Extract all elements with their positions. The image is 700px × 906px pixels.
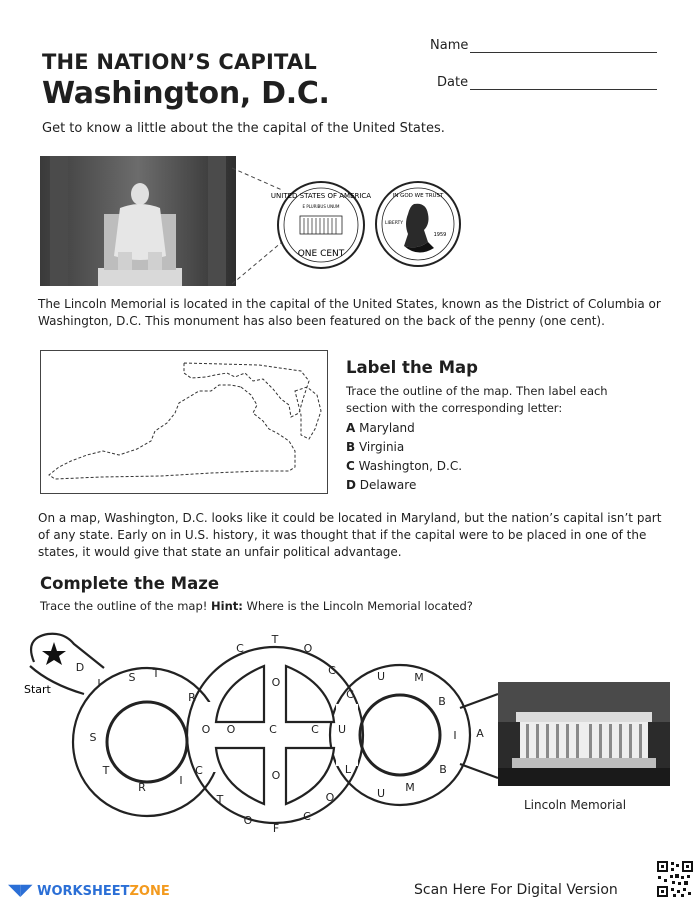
eyebrow-title: THE NATION’S CAPITAL (42, 50, 317, 74)
svg-text:T: T (271, 633, 279, 646)
svg-text:S: S (89, 731, 97, 744)
brand-name: WORKSHEET (37, 884, 130, 899)
svg-text:C: C (195, 764, 203, 777)
qr-code-icon[interactable] (656, 860, 694, 898)
memorial-caption: Lincoln Memorial (524, 798, 627, 812)
label-map-heading: Label the Map (346, 358, 478, 377)
map-outline-box[interactable] (40, 350, 328, 494)
svg-text:O: O (271, 769, 281, 782)
penny-back-illustration (270, 180, 372, 274)
svg-text:O: O (226, 723, 236, 736)
svg-text:C: C (303, 810, 311, 823)
svg-text:B: B (439, 763, 447, 776)
penny-front-motto: IN GOD WE TRUST (392, 193, 444, 199)
penny-front-illustration (374, 180, 462, 272)
svg-text:C: C (311, 723, 319, 736)
penny-liberty-text: LIBERTY (384, 221, 404, 226)
brand-name-accent: ZONE (129, 884, 170, 899)
memorial-paragraph: The Lincoln Memorial is located in the capital of the United States, known as the District of Columbia or Washington, D.C. This monument has also been featured on the back of the penny (one cent). (38, 297, 661, 328)
svg-text:S: S (128, 671, 136, 684)
map-instructions: Trace the outline of the map. Then label each section with the corresponding letter: (346, 384, 608, 415)
brand-mark-icon: ◥◤ (8, 880, 33, 899)
svg-text:M: M (414, 671, 424, 684)
svg-text:I: I (97, 677, 101, 690)
penny-back-top-text: UNITED STATES OF AMERICA (270, 192, 372, 200)
svg-text:M: M (405, 781, 415, 794)
svg-text:B: B (438, 695, 446, 708)
svg-text:I: I (179, 774, 183, 787)
svg-text:U: U (337, 723, 347, 736)
svg-text:C: C (236, 642, 244, 655)
map-legend (346, 419, 462, 495)
svg-text:L: L (344, 763, 352, 776)
svg-text:T: T (102, 764, 110, 777)
map-paragraph: On a map, Washington, D.C. looks like it could be located in Maryland, but the nation’s capital isn’t part of any state. Early on in U.S. history, it was thought that if the capital were to be placed in one of the states, it would give that state an unfair political advantage. (38, 511, 662, 559)
svg-text:C: C (346, 688, 354, 701)
legend-item-c: C Washington, D.C. (346, 459, 463, 473)
svg-text:R: R (138, 781, 146, 794)
svg-text:I: I (453, 729, 457, 742)
start-star-icon (42, 642, 66, 665)
scan-text: Scan Here For Digital Version (414, 882, 618, 898)
date-label: Date (437, 75, 469, 90)
lincoln-memorial-photo (498, 682, 670, 786)
svg-text:O: O (325, 791, 335, 804)
svg-text:R: R (188, 691, 196, 704)
date-field[interactable] (470, 89, 657, 90)
svg-text:U: U (376, 670, 386, 683)
svg-text:O: O (201, 723, 211, 736)
name-field[interactable] (470, 52, 657, 53)
start-label: Start (24, 683, 51, 696)
penny-year-text: 1959 (433, 232, 447, 238)
svg-text:F: F (272, 822, 280, 835)
lincoln-statue-photo (40, 156, 236, 286)
maze-letters (76, 633, 484, 835)
legend-item-d: D Delaware (346, 478, 417, 492)
svg-text:C: C (328, 664, 336, 677)
name-label: Name (430, 38, 469, 53)
brand-logo[interactable] (8, 880, 170, 899)
svg-text:T: T (152, 667, 160, 680)
svg-text:O: O (243, 814, 253, 827)
svg-text:D: D (75, 661, 85, 674)
svg-text:O: O (303, 642, 313, 655)
svg-text:C: C (269, 723, 277, 736)
page-title: Washington, D.C. (42, 76, 330, 111)
penny-back-bottom-text: ONE CENT (297, 249, 345, 259)
intro-text: Get to know a little about the the capital of the United States. (42, 121, 445, 136)
svg-text:T: T (216, 793, 224, 806)
maze-heading: Complete the Maze (40, 574, 220, 593)
legend-item-a: A Maryland (346, 421, 415, 435)
svg-text:O: O (271, 676, 281, 689)
penny-motto-text: E PLURIBUS UNUM (302, 204, 340, 209)
svg-text:U: U (376, 787, 386, 800)
legend-item-b: B Virginia (346, 440, 405, 454)
maze-hint: Trace the outline of the map! Hint: Where is the Lincoln Memorial located? (40, 599, 473, 613)
svg-text:A: A (476, 727, 484, 740)
